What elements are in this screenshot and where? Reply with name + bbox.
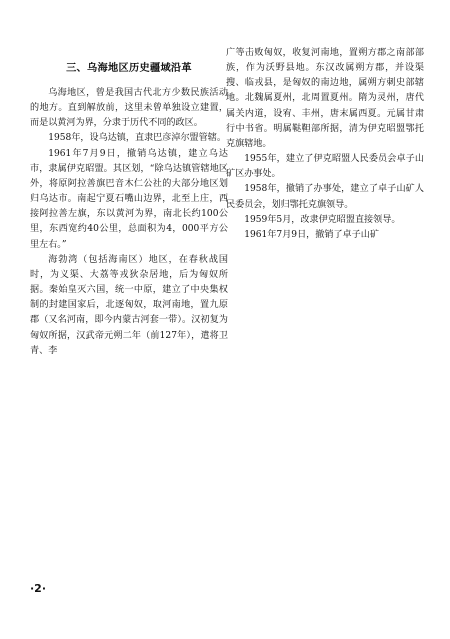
left-column: [30, 46, 228, 359]
page-number: ·2·: [30, 582, 47, 595]
section-title: 三、乌海地区历史疆域沿革: [66, 63, 192, 74]
paragraph-continued: 广等击败匈奴，收复河南地，置朔方郡之南部部族，作为沃野县地。东汉改属朔方郡，并设渠搜、临戎县，是匈奴的南边地，属朔方刺史部辖地。北魏属夏州，北周置夏州。隋为灵州，唐代属关内道，设宥、丰州，唐末属西夏。元属甘肃行中书省。明属鞑靼部所据，清为伊克昭盟鄂托克旗辖地。: [226, 48, 424, 149]
paragraph-1961-wuda: 1961年7月9日，撤销乌达镇，建立乌达市，隶属伊克昭盟。其区划，“除乌达镇管辖地区外，将原阿拉善旗巴音木仁公社的大部分地区划归乌达市。南起宁夏石嘴山边界，北至上庄，西接阿拉善左旗，东以黄河为界，南北长约100公里，东西宽约40公里，总面积为4，000平方公里左右。”: [30, 148, 228, 250]
paragraph-haibowan: 海勃湾（包括海南区）地区，在春秋战国时，为义渠、大荔等戎狄杂居地，后为匈奴所据。秦始皇灭六国，统一中原，建立了中央集权制的封建国家后，北逐匈奴，取河南地，置九原郡（又名河南，即今内蒙古河套一带）。汉初复为匈奴所据，汉武帝元朔二年（前127年），遣将卫青、李: [30, 254, 228, 356]
paragraph-1955: 1955年，建立了伊克昭盟人民委员会卓子山矿区办事处。: [226, 154, 424, 180]
paragraph-1961-right: 1961年7月9日，撤销了卓子山矿: [244, 229, 379, 240]
paragraph-intro: 乌海地区，曾是我国古代北方少数民族活动的地方。直到解放前，这里未曾单独设立建置，而是以黄河为界，分隶于历代不同的政区。: [30, 88, 228, 129]
paragraph-1958-right: 1958年，撤销了办事处，建立了卓子山矿人民委员会，划归鄂托克旗领导。: [226, 184, 424, 210]
right-column: [226, 46, 424, 243]
paragraph-1959: 1959年5月，改隶伊克昭盟直接领导。: [244, 214, 401, 225]
paragraph-1958: 1958年，设乌达镇，直隶巴彦淖尔盟管辖。: [48, 133, 226, 144]
